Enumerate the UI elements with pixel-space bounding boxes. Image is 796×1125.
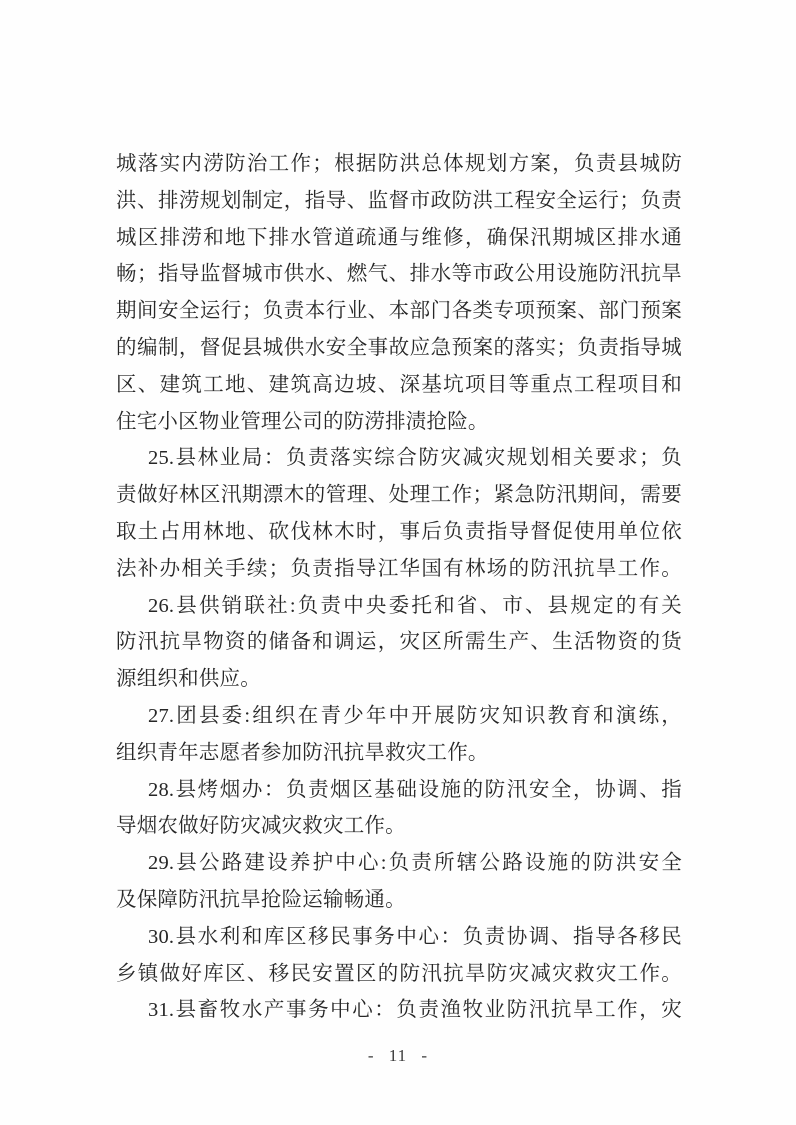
- text-line-item-30: 30.县水利和库区移民事务中心：负责协调、指导各移民: [148, 925, 682, 948]
- text-line: 洪、排涝规划制定，指导、监督市政防洪工程安全运行；负责: [116, 189, 682, 212]
- text-line: 的编制，督促县城供水安全事故应急预案的落实；负责指导城: [116, 336, 682, 359]
- text-line: 导烟农做好防灾减灾救灾工作。: [116, 815, 406, 838]
- text-line: 城区排涝和地下排水管道疏通与维修，确保汛期城区排水通: [116, 226, 682, 249]
- text-line: 组织青年志愿者参加防汛抗旱救灾工作。: [116, 741, 489, 764]
- text-line-item-31: 31.县畜牧水产事务中心：负责渔牧业防汛抗旱工作，灾: [148, 999, 682, 1022]
- text-line-item-25: 25.县林业局：负责落实综合防灾减灾规划相关要求；负: [148, 447, 682, 470]
- text-line: 源组织和供应。: [116, 668, 261, 691]
- text-line-item-29: 29.县公路建设养护中心:负责所辖公路设施的防洪安全: [148, 852, 682, 875]
- text-line-item-26: 26.县供销联社:负责中央委托和省、市、县规定的有关: [148, 594, 682, 617]
- text-line: 及保障防汛抗旱抢险运输畅通。: [116, 888, 406, 911]
- document-body: [116, 146, 682, 1029]
- text-line: 防汛抗旱物资的储备和调运，灾区所需生产、生活物资的货: [116, 631, 682, 654]
- text-line: 责做好林区汛期漂木的管理、处理工作；紧急防汛期间，需要: [116, 484, 682, 507]
- text-line: 取土占用林地、砍伐林木时，事后负责指导督促使用单位依: [116, 520, 682, 543]
- text-line: 城落实内涝防治工作；根据防洪总体规划方案，负责县城防: [116, 153, 682, 175]
- text-line: 畅；指导监督城市供水、燃气、排水等市政公用设施防汛抗旱: [116, 263, 682, 286]
- page-number: - 11 -: [367, 1046, 429, 1065]
- text-line-item-27: 27.团县委:组织在青少年中开展防灾知识教育和演练，: [148, 704, 682, 727]
- text-line-item-28: 28.县烤烟办：负责烟区基础设施的防汛安全，协调、指: [148, 778, 682, 801]
- text-line: 区、建筑工地、建筑高边坡、深基坑项目等重点工程项目和: [116, 373, 682, 396]
- text-line: 期间安全运行；负责本行业、本部门各类专项预案、部门预案: [116, 300, 682, 323]
- text-line: 乡镇做好库区、移民安置区的防汛抗旱防灾减灾救灾工作。: [116, 962, 682, 985]
- text-line: 住宅小区物业管理公司的防涝排渍抢险。: [116, 410, 489, 433]
- text-line: 法补办相关手续；负责指导江华国有林场的防汛抗旱工作。: [116, 557, 682, 580]
